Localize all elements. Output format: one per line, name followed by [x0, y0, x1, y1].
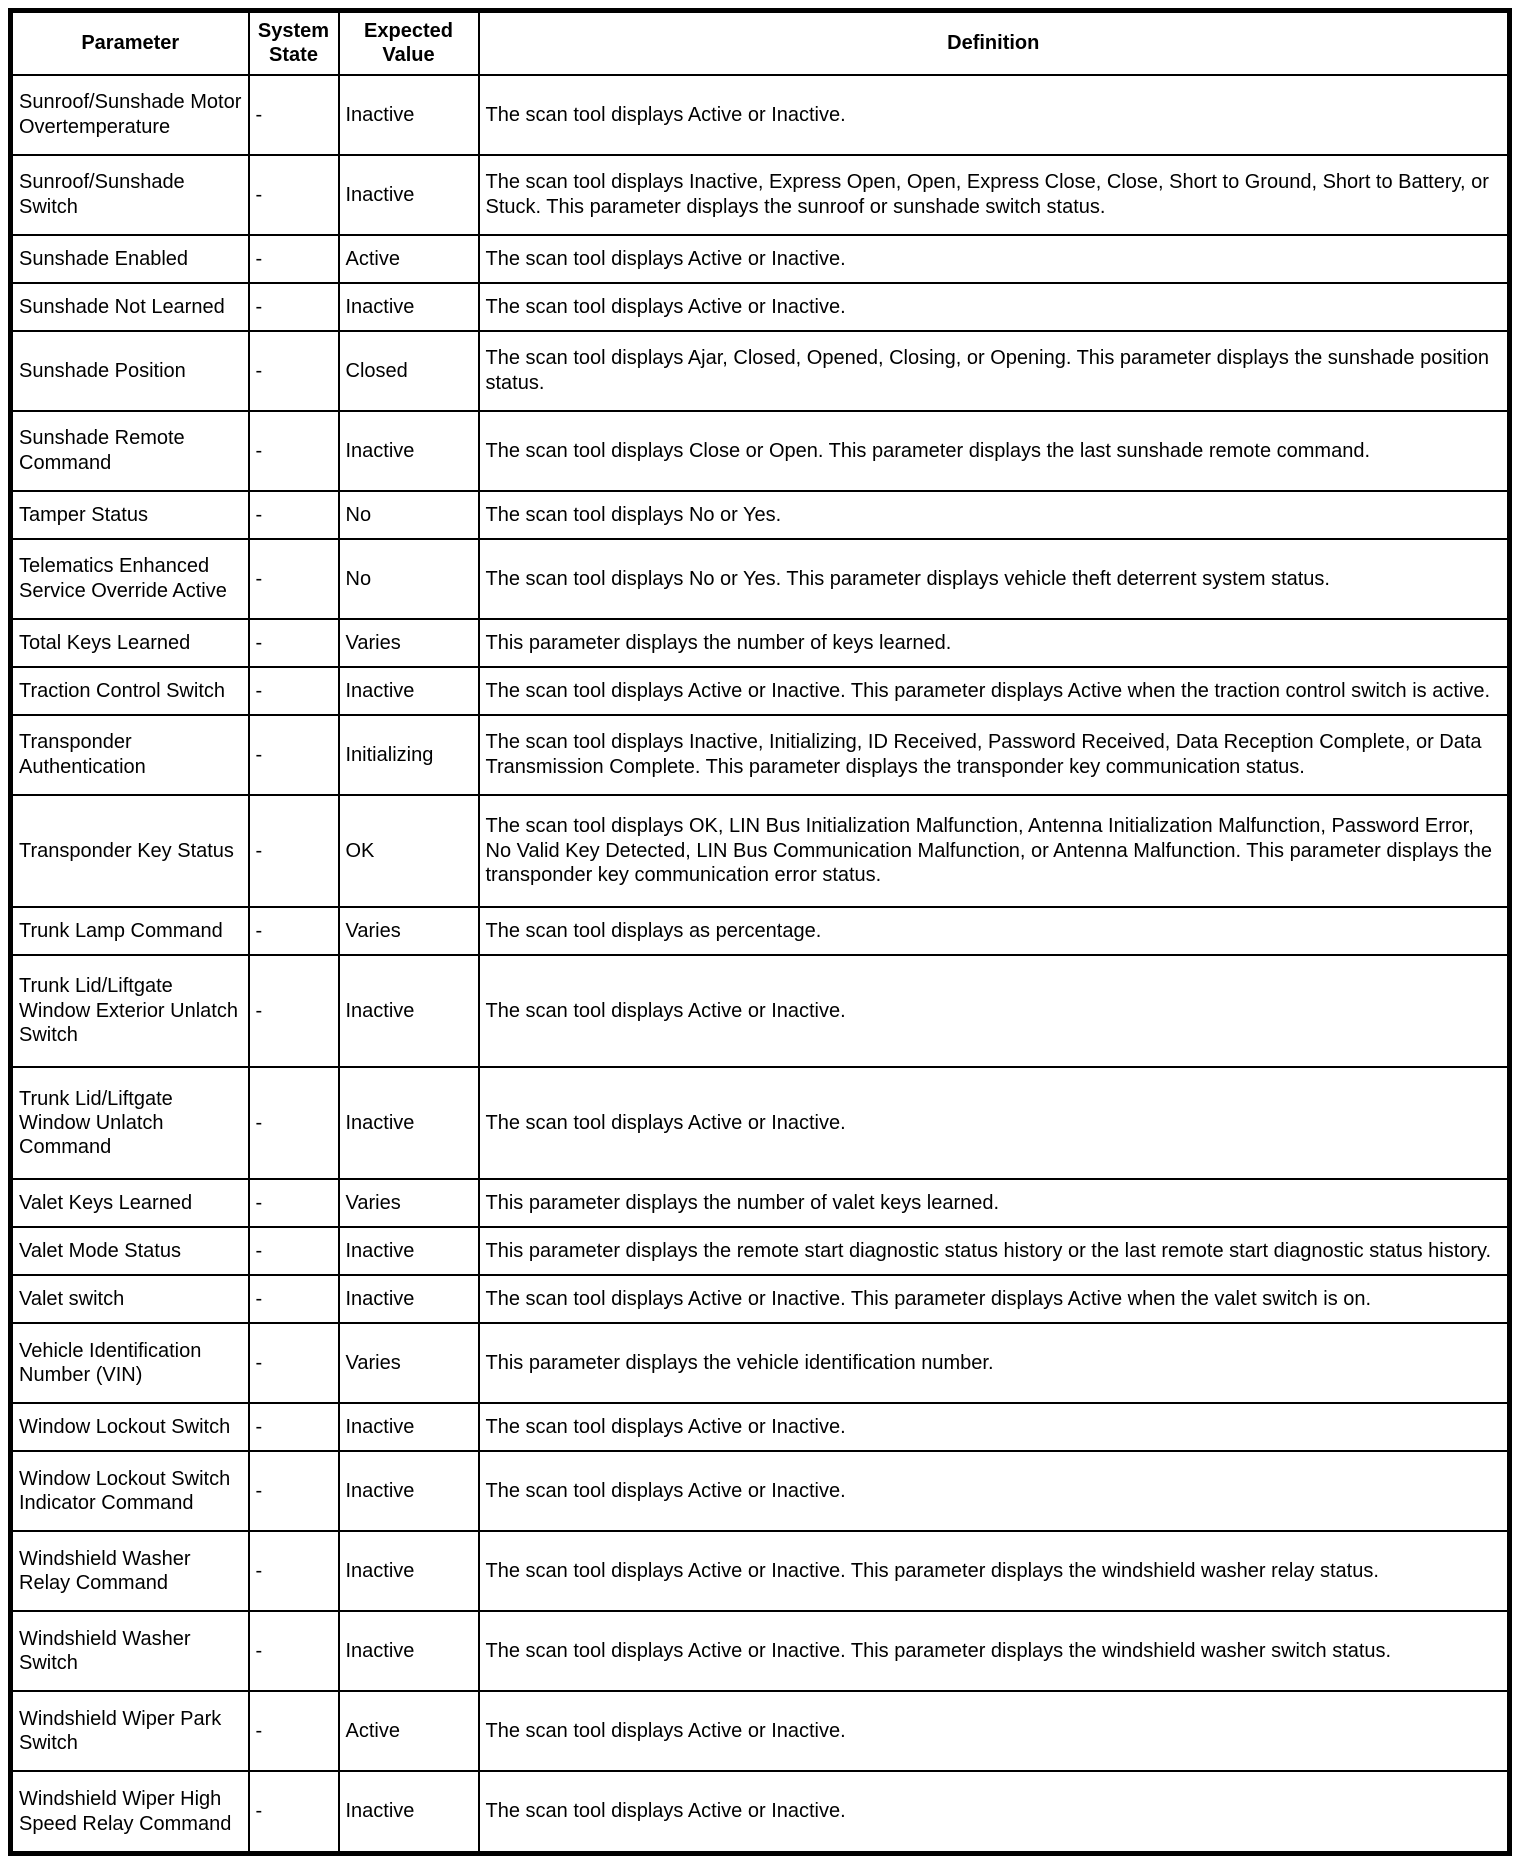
- expected-value-cell: Inactive: [339, 1531, 479, 1611]
- table-row: [11, 1227, 1510, 1275]
- system-state-cell: -: [249, 1227, 339, 1275]
- expected-value-cell: Active: [339, 1691, 479, 1771]
- table-row: [11, 1403, 1510, 1451]
- table-row: [11, 75, 1510, 155]
- system-state-cell: -: [249, 1275, 339, 1323]
- header-row: [11, 11, 1510, 75]
- definition-cell: The scan tool displays Active or Inactive.: [479, 1403, 1510, 1451]
- parameter-cell: Trunk Lid/Liftgate Window Exterior Unlatch Switch: [11, 955, 249, 1067]
- definition-cell: The scan tool displays Active or Inactive. This parameter displays the windshield washer relay status.: [479, 1531, 1510, 1611]
- parameter-cell: Windshield Washer Relay Command: [11, 1531, 249, 1611]
- system-state-cell: -: [249, 491, 339, 539]
- system-state-cell: -: [249, 955, 339, 1067]
- table-header: [11, 11, 1510, 75]
- parameter-cell: Sunshade Not Learned: [11, 283, 249, 331]
- parameter-cell: Tamper Status: [11, 491, 249, 539]
- table-row: [11, 667, 1510, 715]
- table-row: [11, 907, 1510, 955]
- table-row: [11, 411, 1510, 491]
- system-state-cell: -: [249, 235, 339, 283]
- expected-value-cell: No: [339, 539, 479, 619]
- parameter-cell: Window Lockout Switch: [11, 1403, 249, 1451]
- expected-value-cell: Inactive: [339, 1275, 479, 1323]
- parameter-cell: Trunk Lid/Liftgate Window Unlatch Command: [11, 1067, 249, 1179]
- table-row: [11, 795, 1510, 907]
- parameter-cell: Window Lockout Switch Indicator Command: [11, 1451, 249, 1531]
- system-state-cell: -: [249, 667, 339, 715]
- system-state-cell: -: [249, 907, 339, 955]
- expected-value-cell: Initializing: [339, 715, 479, 795]
- parameter-cell: Transponder Authentication: [11, 715, 249, 795]
- expected-value-cell: Inactive: [339, 1067, 479, 1179]
- header-parameter: Parameter: [11, 11, 249, 75]
- expected-value-cell: Inactive: [339, 1227, 479, 1275]
- table-row: [11, 955, 1510, 1067]
- system-state-cell: -: [249, 331, 339, 411]
- expected-value-cell: Inactive: [339, 283, 479, 331]
- table-row: [11, 235, 1510, 283]
- definition-cell: This parameter displays the remote start diagnostic status history or the last remote start diagnostic status history.: [479, 1227, 1510, 1275]
- expected-value-cell: Inactive: [339, 75, 479, 155]
- definition-cell: The scan tool displays Active or Inactive. This parameter displays Active when the traction control switch is active.: [479, 667, 1510, 715]
- definition-cell: This parameter displays the number of valet keys learned.: [479, 1179, 1510, 1227]
- system-state-cell: -: [249, 1179, 339, 1227]
- expected-value-cell: Inactive: [339, 411, 479, 491]
- parameter-cell: Windshield Washer Switch: [11, 1611, 249, 1691]
- parameter-cell: Valet Mode Status: [11, 1227, 249, 1275]
- system-state-cell: -: [249, 539, 339, 619]
- definition-cell: The scan tool displays Ajar, Closed, Opened, Closing, or Opening. This parameter displays the sunshade position status.: [479, 331, 1510, 411]
- parameter-cell: Sunshade Remote Command: [11, 411, 249, 491]
- expected-value-cell: Inactive: [339, 1611, 479, 1691]
- definition-cell: The scan tool displays Active or Inactive.: [479, 283, 1510, 331]
- definition-cell: The scan tool displays Active or Inactive. This parameter displays the windshield washer switch status.: [479, 1611, 1510, 1691]
- table-row: [11, 1323, 1510, 1403]
- expected-value-cell: Closed: [339, 331, 479, 411]
- table-row: [11, 619, 1510, 667]
- system-state-cell: -: [249, 715, 339, 795]
- system-state-cell: -: [249, 283, 339, 331]
- definition-cell: The scan tool displays Inactive, Initializing, ID Received, Password Received, Data Reception Complete, or Data Transmission Complete. This parameter displays the transponder key communication status.: [479, 715, 1510, 795]
- system-state-cell: -: [249, 619, 339, 667]
- system-state-cell: -: [249, 1771, 339, 1853]
- table-row: [11, 283, 1510, 331]
- parameter-cell: Sunroof/Sunshade Motor Overtemperature: [11, 75, 249, 155]
- table-row: [11, 715, 1510, 795]
- expected-value-cell: Inactive: [339, 1451, 479, 1531]
- definition-cell: The scan tool displays as percentage.: [479, 907, 1510, 955]
- table-row: [11, 1611, 1510, 1691]
- system-state-cell: -: [249, 1691, 339, 1771]
- table-body: [11, 75, 1510, 1854]
- parameter-cell: Valet switch: [11, 1275, 249, 1323]
- definition-cell: The scan tool displays Active or Inactive.: [479, 1691, 1510, 1771]
- expected-value-cell: Varies: [339, 907, 479, 955]
- table-row: [11, 491, 1510, 539]
- parameter-cell: Total Keys Learned: [11, 619, 249, 667]
- expected-value-cell: Inactive: [339, 155, 479, 235]
- parameter-cell: Telematics Enhanced Service Override Active: [11, 539, 249, 619]
- parameter-cell: Windshield Wiper High Speed Relay Command: [11, 1771, 249, 1853]
- system-state-cell: -: [249, 795, 339, 907]
- expected-value-cell: Varies: [339, 1179, 479, 1227]
- definition-cell: The scan tool displays Inactive, Express Open, Open, Express Close, Close, Short to Ground, Short to Battery, or Stuck. This parameter displays the sunroof or sunshade switch status.: [479, 155, 1510, 235]
- system-state-cell: -: [249, 1323, 339, 1403]
- table-row: [11, 1451, 1510, 1531]
- definition-cell: The scan tool displays Close or Open. This parameter displays the last sunshade remote command.: [479, 411, 1510, 491]
- definition-cell: The scan tool displays Active or Inactive. This parameter displays Active when the valet switch is on.: [479, 1275, 1510, 1323]
- table-row: [11, 155, 1510, 235]
- header-system-state: System State: [249, 11, 339, 75]
- definition-cell: The scan tool displays Active or Inactive.: [479, 75, 1510, 155]
- definition-cell: The scan tool displays No or Yes. This parameter displays vehicle theft deterrent system status.: [479, 539, 1510, 619]
- table-row: [11, 1531, 1510, 1611]
- system-state-cell: -: [249, 411, 339, 491]
- definition-cell: The scan tool displays No or Yes.: [479, 491, 1510, 539]
- system-state-cell: -: [249, 1531, 339, 1611]
- table-row: [11, 1771, 1510, 1853]
- expected-value-cell: Varies: [339, 619, 479, 667]
- system-state-cell: -: [249, 1403, 339, 1451]
- parameter-cell: Transponder Key Status: [11, 795, 249, 907]
- definition-cell: This parameter displays the number of keys learned.: [479, 619, 1510, 667]
- definition-cell: This parameter displays the vehicle identification number.: [479, 1323, 1510, 1403]
- expected-value-cell: Inactive: [339, 955, 479, 1067]
- parameter-cell: Vehicle Identification Number (VIN): [11, 1323, 249, 1403]
- parameter-cell: Traction Control Switch: [11, 667, 249, 715]
- system-state-cell: -: [249, 75, 339, 155]
- expected-value-cell: No: [339, 491, 479, 539]
- table-row: [11, 331, 1510, 411]
- system-state-cell: -: [249, 1451, 339, 1531]
- parameter-cell: Windshield Wiper Park Switch: [11, 1691, 249, 1771]
- expected-value-cell: Active: [339, 235, 479, 283]
- parameter-cell: Sunroof/Sunshade Switch: [11, 155, 249, 235]
- parameters-table: [8, 8, 1512, 1856]
- definition-cell: The scan tool displays Active or Inactive.: [479, 235, 1510, 283]
- expected-value-cell: Inactive: [339, 1771, 479, 1853]
- definition-cell: The scan tool displays OK, LIN Bus Initialization Malfunction, Antenna Initialization Malfunction, Password Error, No Valid Key Detected, LIN Bus Communication Malfunction, or Antenna Malfunction. This parameter displays the transponder key communication error status.: [479, 795, 1510, 907]
- definition-cell: The scan tool displays Active or Inactive.: [479, 955, 1510, 1067]
- header-expected-value: Expected Value: [339, 11, 479, 75]
- table-row: [11, 539, 1510, 619]
- definition-cell: The scan tool displays Active or Inactive.: [479, 1451, 1510, 1531]
- expected-value-cell: Inactive: [339, 667, 479, 715]
- expected-value-cell: Varies: [339, 1323, 479, 1403]
- parameter-cell: Sunshade Position: [11, 331, 249, 411]
- expected-value-cell: OK: [339, 795, 479, 907]
- definition-cell: The scan tool displays Active or Inactive.: [479, 1771, 1510, 1853]
- table-row: [11, 1179, 1510, 1227]
- definition-cell: The scan tool displays Active or Inactive.: [479, 1067, 1510, 1179]
- parameter-cell: Trunk Lamp Command: [11, 907, 249, 955]
- header-definition: Definition: [479, 11, 1510, 75]
- expected-value-cell: Inactive: [339, 1403, 479, 1451]
- table-row: [11, 1691, 1510, 1771]
- parameter-cell: Sunshade Enabled: [11, 235, 249, 283]
- system-state-cell: -: [249, 1611, 339, 1691]
- table-row: [11, 1275, 1510, 1323]
- table-row: [11, 1067, 1510, 1179]
- system-state-cell: -: [249, 1067, 339, 1179]
- parameter-cell: Valet Keys Learned: [11, 1179, 249, 1227]
- system-state-cell: -: [249, 155, 339, 235]
